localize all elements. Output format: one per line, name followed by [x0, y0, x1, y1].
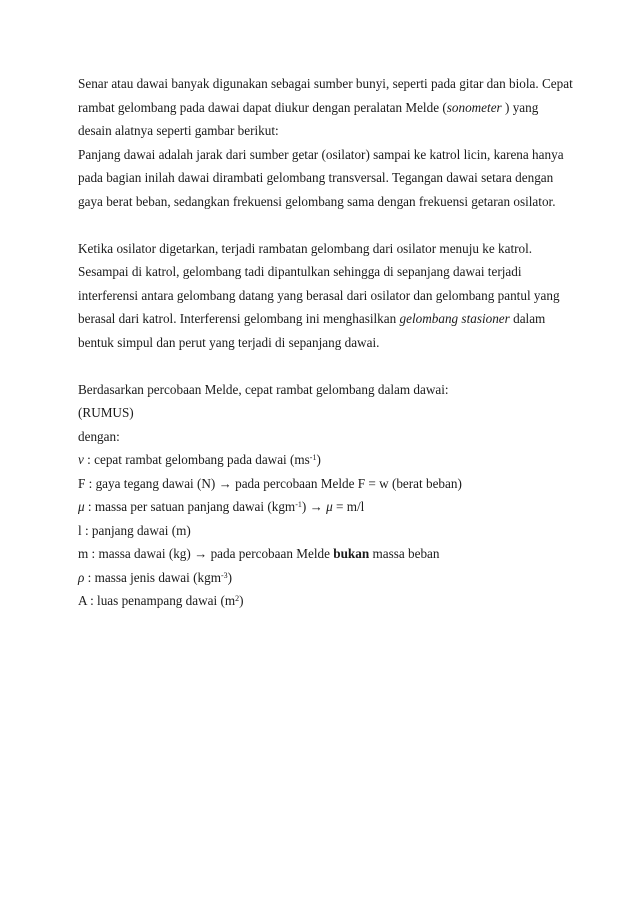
paragraph-spacer [78, 354, 578, 378]
paragraph-interference [78, 237, 578, 355]
definition-l: l : panjang dawai (m) [78, 522, 191, 538]
text-run: massa beban [369, 546, 440, 561]
text-run: : massa per satuan panjang dawai (kgm [84, 499, 296, 514]
definition-m [78, 542, 578, 566]
definition-rho [78, 566, 578, 590]
text-line: dengan: [78, 428, 120, 444]
text-run: m : massa dawai (kg) → pada percobaan Melde [78, 546, 334, 561]
text-run: = m/l [332, 499, 365, 514]
definition-v [78, 448, 578, 472]
paragraph-spacer [78, 213, 578, 237]
text-line: interferensi antara gelombang datang yang berasal dari osilator dan gelombang pantul yang [78, 287, 560, 303]
text-run: ) → [301, 499, 327, 514]
text-line: Berdasarkan percobaan Melde, cepat rambat gelombang dalam dawai: [78, 381, 449, 397]
italic-term: gelombang stasioner [399, 311, 510, 326]
document-page [78, 72, 578, 613]
symbol-mu: μ [78, 499, 85, 514]
symbol-mu: μ [326, 499, 333, 514]
definition-F: F : gaya tegang dawai (N) → pada percobaan Melde F = w (berat beban) [78, 475, 462, 491]
text-run: ) [316, 452, 321, 467]
text-line: Ketika osilator digetarkan, terjadi rambatan gelombang dari osilator menuju ke katrol. [78, 240, 533, 256]
superscript: -1 [295, 500, 302, 509]
text-line [78, 307, 578, 331]
text-line: desain alatnya seperti gambar berikut: [78, 123, 279, 138]
italic-term: sonometer [446, 99, 502, 115]
text-line [78, 96, 578, 120]
symbol-v: v [78, 452, 84, 467]
text-line: Senar atau dawai banyak digunakan sebagai sumber bunyi, seperti pada gitar dan biola. Cepat [78, 76, 573, 91]
text-run: ) [239, 593, 244, 608]
text-line: Sesampai di katrol, gelombang tadi dipantulkan sehingga di sepanjang dawai terjadi [78, 264, 522, 279]
text-run: ) yang [501, 99, 539, 115]
text-run: A : luas penampang dawai (m [78, 593, 236, 608]
text-line: bentuk simpul dan perut yang terjadi di sepanjang dawai. [78, 334, 380, 350]
symbol-rho: ρ [78, 569, 85, 585]
text-run: dalam [509, 311, 546, 326]
text-run: berasal dari katrol. Interferensi gelombang ini menghasilkan [78, 311, 400, 326]
text-run: rambat gelombang pada dawai dapat diukur dengan peralatan Melde ( [78, 99, 447, 115]
text-line: Panjang dawai adalah jarak dari sumber getar (osilator) sampai ke katrol licin, karena hanya [78, 146, 564, 162]
paragraph-formula [78, 378, 578, 613]
superscript: -1 [309, 453, 317, 462]
superscript: 2 [235, 594, 240, 603]
definition-mu [78, 495, 578, 519]
text-line: gaya berat beban, sedangkan frekuensi gelombang sama dengan frekuensi getaran osilator. [78, 193, 556, 209]
definition-A [78, 589, 578, 613]
paragraph-intro [78, 72, 578, 213]
bold-term: bukan [333, 546, 370, 561]
superscript: -3 [220, 570, 228, 580]
formula-placeholder: (RUMUS) [78, 405, 134, 420]
text-line: pada bagian inilah dawai dirambati gelombang transversal. Tegangan dawai setara dengan [78, 170, 554, 185]
text-run: : cepat rambat gelombang pada dawai (ms [83, 452, 310, 467]
text-run: : massa jenis dawai (kgm [84, 569, 221, 585]
text-run: ) [227, 569, 233, 585]
